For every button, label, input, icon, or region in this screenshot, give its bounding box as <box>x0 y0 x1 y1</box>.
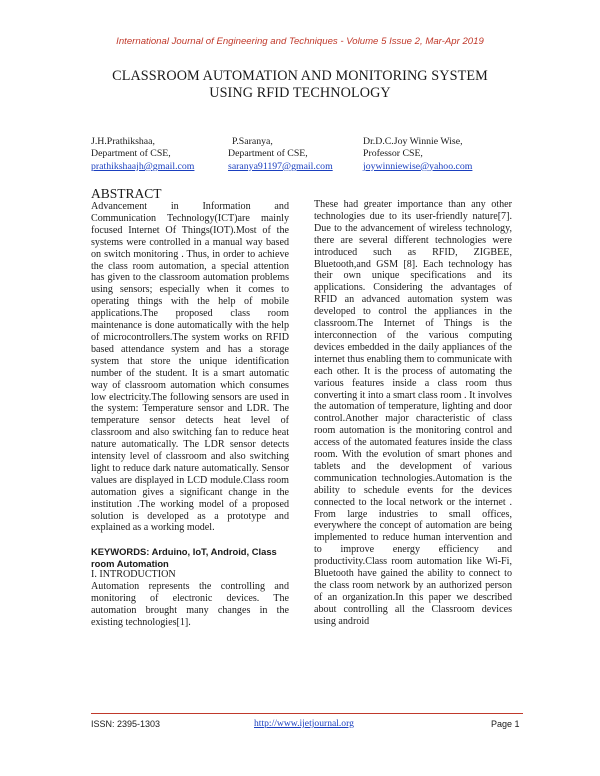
abstract-heading: ABSTRACT <box>91 186 162 201</box>
introduction-text: Automation represents the controlling and monitoring of electronic devices. The automation brought many changes in the existing technologies[1]. <box>91 581 289 628</box>
author-email[interactable]: joywinniewise@yahoo.com <box>363 160 473 172</box>
author-dept: Professor CSE, <box>363 148 423 160</box>
author-name: J.H.Prathikshaa, <box>91 136 155 147</box>
title-line-2: USING RFID TECHNOLOGY <box>209 85 391 101</box>
author-1 <box>91 136 194 173</box>
author-2 <box>228 136 333 173</box>
author-email[interactable]: prathikshaajh@gmail.com <box>91 160 195 172</box>
right-column <box>314 199 512 628</box>
title-line-1: CLASSROOM AUTOMATION AND MONITORING SYSTEM <box>112 68 488 84</box>
author-email[interactable]: saranya91197@gmail.com <box>228 160 333 172</box>
right-column-text: These had greater importance than any other technologies due to its user-friendly nature[7]. Due to the advancement of wireless technology, there are several different technologies were introduced such as RFID, ZIGBEE, Bluetooth,and GSM [8]. Each technology has their own unique specifications and its applications. Considering the advantages of RFID an advanced automation system was developed to control the appliances in the classroom.The Internet of Things is the interconnection of the various computing devices embedded in the daily appliances of the internet thus enabling them to communicate with each other. It is the process of automating the various features inside a class room thus converting it into a smart class room . It involves the automation of temperature, lighting and door control.Another major characteristic of class room automation is the monitoring control and access of the automated features inside the class room. With the evolution of smart phones and tablets and the development of various communication technologies.Automation is the ability to schedule events for the devices connected to the local network or the internet . From large industries to small offices, everywhere the concept of automation are being implemented to reduce human intervention and to improve energy efficiency and productivity.Class room automation like Wi-Fi, Bluetooth have gained the ability to connect to the class room network by an authorized person of an organization.In this paper we described about controlling all the Classroom devices using android <box>314 199 512 627</box>
footer-divider <box>91 713 523 714</box>
author-3 <box>363 136 472 173</box>
introduction-heading: I. INTRODUCTION <box>91 569 176 581</box>
author-name: Dr.D.C.Joy Winnie Wise, <box>363 136 463 147</box>
footer-page-number: Page 1 <box>491 719 520 729</box>
journal-header: International Journal of Engineering and Techniques - Volume 5 Issue 2, Mar-Apr 2019 <box>116 36 484 47</box>
footer-issn: ISSN: 2395-1303 <box>91 719 161 729</box>
footer-url-link[interactable]: http://www.ijetjournal.org <box>254 718 354 729</box>
author-name: P.Saranya, <box>232 136 273 147</box>
author-dept: Department of CSE, <box>91 148 171 160</box>
left-column <box>91 186 289 629</box>
abstract-text: Advancement in Information and Communication Technology(ICT)are mainly focused Internet Of Things(IOT).Most of the systems were controlled in a manual way based on switch monitoring . Thus, in order to achieve the class room automation, a special attention has given to the classroom automation problems using sensors; especially when it comes to operating things with the help of mobile applications.The proposed class room maintenance is done automatically with the help of microcontrollers.The system works on RFID based attendance system and has a storage system that store the unique identification number of the student. It is a smart automatic way of classroom automation which consumes low electricity.The following sensors are used in the system: Temperature sensor and LDR. The temperature sensor detects heat level of classroom and also switching fan to reduce heat nature automatically. The LDR sensor detects intensity level of classroom and also switching light to reduce dark nature automatically. Sensor values are displayed in LCD module.Class room automation gives a significant change in the institution .The working model of a proposed solution is developed as a prototype and explained as a working model. <box>91 201 289 534</box>
paper-title <box>60 68 540 102</box>
keywords: KEYWORDS: Arduino, IoT, Android, Class room Automation <box>91 546 277 569</box>
author-dept: Department of CSE, <box>228 148 308 160</box>
